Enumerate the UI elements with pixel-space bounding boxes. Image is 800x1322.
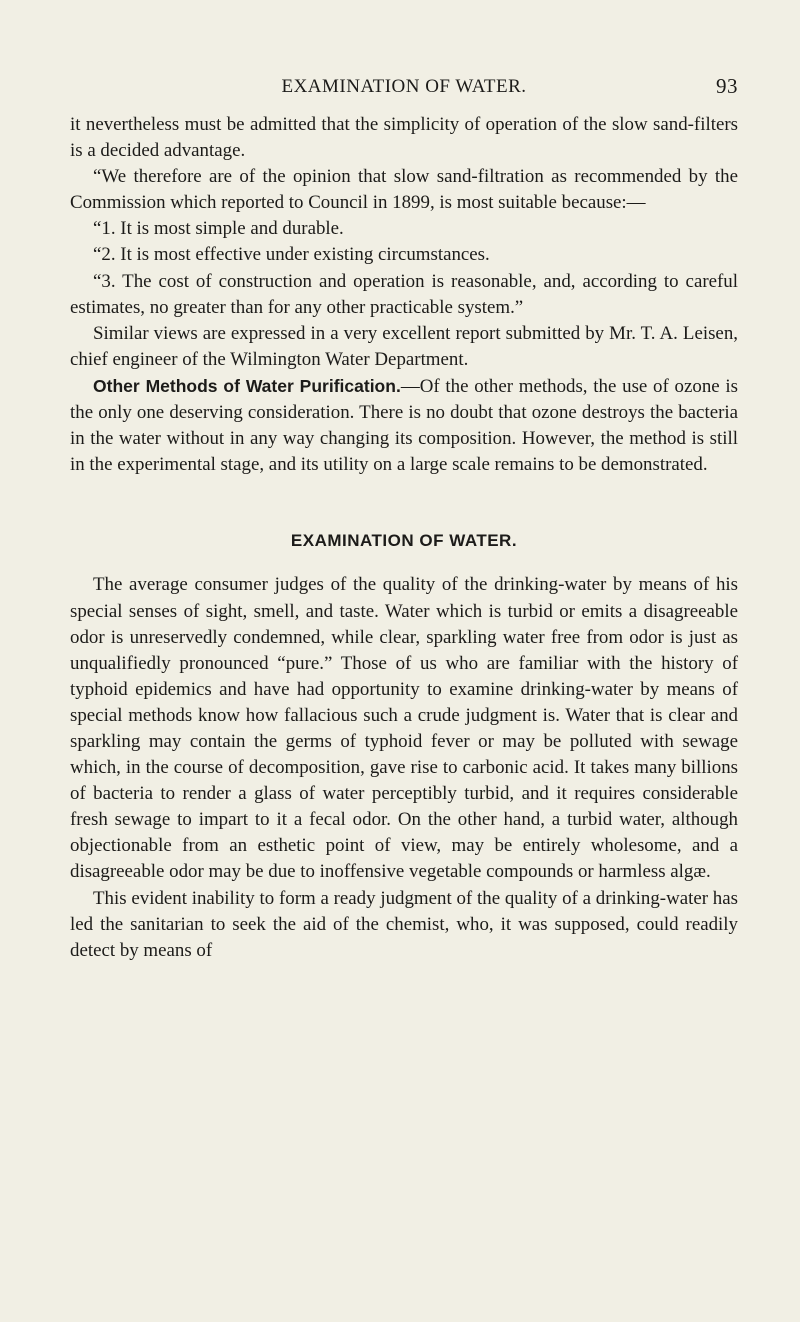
running-title: EXAMINATION OF WATER.: [281, 76, 527, 97]
section-heading: EXAMINATION OF WATER.: [290, 531, 518, 551]
list-item-3: “3. The cost of construction and operation is reasonable, and, according to careful estimates, no greater than for any other practicable system.”: [70, 270, 738, 318]
list-item-2: “2. It is most effective under existing circumstances.: [93, 244, 490, 266]
paragraph-average-consumer: The average consumer judges of the quality of the drinking-water by means of his special senses of sight, smell, and taste. Water which is turbid or emits a disagreeable odor is unreservedly condemned, while clear, sparkling water free from odor is just as unqualifiedly pronounced “pure.” Those of us who are familiar with the history of typhoid epidemics and have had opportunity to examine drinking-water by means of special methods know how fallacious such a crude judgment is. Water that is clear and sparkling may contain the germs of typhoid fever or may be polluted with sewage which, in the course of decomposition, gave rise to carbonic acid. It takes many billions of bacteria to render a glass of water perceptibly turbid, and it requires considerable fresh sewage to impart to it a fecal odor. On the other hand, a turbid water, although objectionable from an esthetic point of view, may be entirely wholesome, and a disagreeable odor may be due to inoffensive vegetable compounds or harmless algæ.: [70, 574, 738, 883]
book-page: [70, 72, 738, 964]
run-in-heading: Other Methods of Water Purification.: [93, 375, 401, 396]
paragraph-evident-inability: This evident inability to form a ready judgment of the quality of a drinking-water has led the sanitarian to seek the aid of the chemist, who, it was supposed, could readily detect by means of: [70, 887, 738, 961]
body-text: [70, 112, 738, 964]
page-number: 93: [716, 74, 738, 98]
list-item-1: “1. It is most simple and durable.: [93, 218, 344, 240]
paragraph-similar-views: Similar views are expressed in a very excellent report submitted by Mr. T. A. Leisen, chief engineer of the Wilmington Water Department.: [70, 322, 738, 370]
paragraph-quote-intro: “We therefore are of the opinion that slow sand-filtration as recommended by the Commission which reported to Council in 1899, is most suitable because:—: [70, 166, 738, 214]
paragraph-continuation: it nevertheless must be admitted that the simplicity of operation of the slow sand-filters is a decided advantage.: [70, 114, 738, 162]
paragraph-other-methods-text: —Of the other methods, the use of ozone is the only one deserving consideration. There is no doubt that ozone destroys the bacteria in the water without in any way changing its composition. However, the method is still in the experimental stage, and its utility on a large scale remains to be demonstrated.: [70, 375, 739, 476]
running-head: [70, 72, 738, 102]
paragraph-other-methods: [70, 373, 738, 478]
